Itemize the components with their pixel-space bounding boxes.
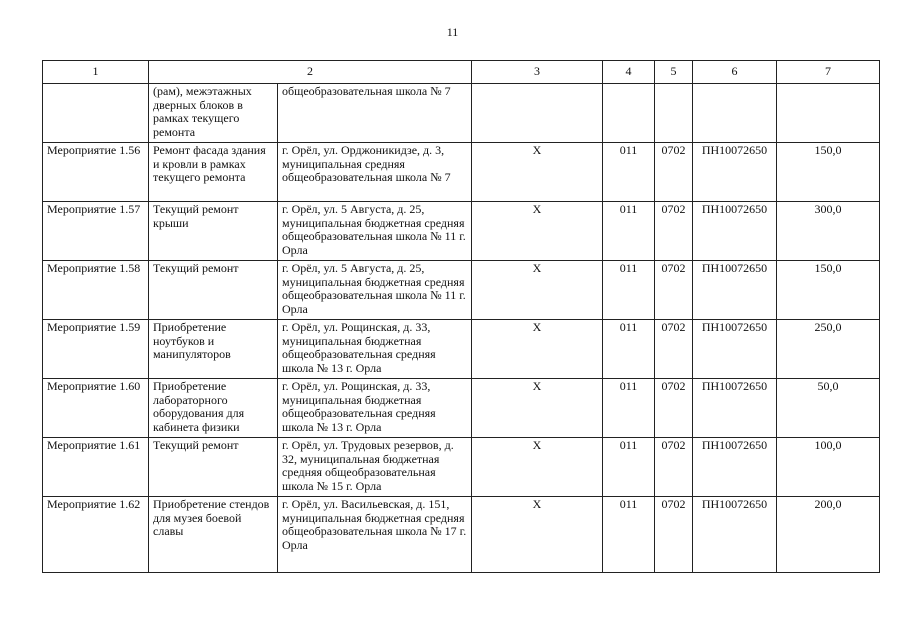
col-5-cell: 0702 <box>655 379 693 438</box>
amount-cell: 150,0 <box>777 143 880 202</box>
table-row <box>43 202 880 261</box>
col-4-cell: 011 <box>603 202 655 261</box>
table-row <box>43 438 880 497</box>
event-location-cell: г. Орёл, ул. Васильевская, д. 151, муниципальная бюджетная средняя общеобразовательная школа № 17 г. Орла <box>278 497 472 573</box>
col-3-cell: Х <box>472 261 603 320</box>
amount-cell: 100,0 <box>777 438 880 497</box>
table-row <box>43 143 880 202</box>
col-6-cell: ПН10072650 <box>693 202 777 261</box>
col-3-cell <box>472 84 603 143</box>
col-4-cell: 011 <box>603 261 655 320</box>
page-number: 11 <box>446 25 459 39</box>
event-description-cell: (рам), межэтажных дверных блоков в рамках текущего ремонта <box>149 84 278 143</box>
event-description-cell: Текущий ремонт <box>149 438 278 497</box>
amount-cell: 150,0 <box>777 261 880 320</box>
col-6-cell: ПН10072650 <box>693 143 777 202</box>
col-5-cell: 0702 <box>655 497 693 573</box>
event-description-cell: Текущий ремонт крыши <box>149 202 278 261</box>
col-4-cell: 011 <box>603 320 655 379</box>
event-location-cell: г. Орёл, ул. Рощинская, д. 33, муниципальная бюджетная общеобразовательная средняя школа № 13 г. Орла <box>278 379 472 438</box>
budget-table <box>42 60 880 573</box>
event-location-cell: г. Орёл, ул. Орджоникидзе, д. 3, муниципальная средняя общеобразовательная школа № 7 <box>278 143 472 202</box>
col-4-cell <box>603 84 655 143</box>
table-header-row <box>43 61 880 84</box>
col-6-cell: ПН10072650 <box>693 438 777 497</box>
event-id-cell: Мероприятие 1.56 <box>43 143 149 202</box>
event-id-cell: Мероприятие 1.58 <box>43 261 149 320</box>
amount-cell <box>777 84 880 143</box>
event-id-cell <box>43 84 149 143</box>
col-5-cell: 0702 <box>655 143 693 202</box>
event-location-cell: г. Орёл, ул. Трудовых резервов, д. 32, муниципальная бюджетная средняя общеобразовательная школа № 15 г. Орла <box>278 438 472 497</box>
header-col-7: 7 <box>777 61 880 84</box>
col-4-cell: 011 <box>603 438 655 497</box>
col-4-cell: 011 <box>603 143 655 202</box>
event-description-cell: Приобретение лабораторного оборудования для кабинета физики <box>149 379 278 438</box>
amount-cell: 300,0 <box>777 202 880 261</box>
event-location-cell: общеобразовательная школа № 7 <box>278 84 472 143</box>
table-row <box>43 379 880 438</box>
event-description-cell: Ремонт фасада здания и кровли в рамках текущего ремонта <box>149 143 278 202</box>
event-location-cell: г. Орёл, ул. 5 Августа, д. 25, муниципальная бюджетная средняя общеобразовательная школа № 11 г. Орла <box>278 202 472 261</box>
col-6-cell: ПН10072650 <box>693 379 777 438</box>
table-row <box>43 261 880 320</box>
col-5-cell: 0702 <box>655 261 693 320</box>
event-location-cell: г. Орёл, ул. 5 Августа, д. 25, муниципальная бюджетная средняя общеобразовательная школа № 11 г. Орла <box>278 261 472 320</box>
table-row <box>43 497 880 573</box>
col-3-cell: Х <box>472 497 603 573</box>
table-row <box>43 84 880 143</box>
col-6-cell: ПН10072650 <box>693 320 777 379</box>
col-5-cell <box>655 84 693 143</box>
col-6-cell: ПН10072650 <box>693 261 777 320</box>
event-id-cell: Мероприятие 1.61 <box>43 438 149 497</box>
col-5-cell: 0702 <box>655 202 693 261</box>
event-location-cell: г. Орёл, ул. Рощинская, д. 33, муниципальная бюджетная общеобразовательная средняя школа № 13 г. Орла <box>278 320 472 379</box>
col-5-cell: 0702 <box>655 438 693 497</box>
col-4-cell: 011 <box>603 379 655 438</box>
col-3-cell: Х <box>472 202 603 261</box>
amount-cell: 200,0 <box>777 497 880 573</box>
event-description-cell: Текущий ремонт <box>149 261 278 320</box>
col-3-cell: Х <box>472 438 603 497</box>
header-col-6: 6 <box>693 61 777 84</box>
event-id-cell: Мероприятие 1.62 <box>43 497 149 573</box>
event-id-cell: Мероприятие 1.60 <box>43 379 149 438</box>
event-id-cell: Мероприятие 1.59 <box>43 320 149 379</box>
col-6-cell <box>693 84 777 143</box>
col-3-cell: Х <box>472 320 603 379</box>
col-3-cell: Х <box>472 379 603 438</box>
col-6-cell: ПН10072650 <box>693 497 777 573</box>
header-col-3: 3 <box>472 61 603 84</box>
col-5-cell: 0702 <box>655 320 693 379</box>
header-col-2: 2 <box>149 61 472 84</box>
event-id-cell: Мероприятие 1.57 <box>43 202 149 261</box>
table-row <box>43 320 880 379</box>
col-4-cell: 011 <box>603 497 655 573</box>
event-description-cell: Приобретение ноутбуков и манипуляторов <box>149 320 278 379</box>
event-description-cell: Приобретение стендов для музея боевой славы <box>149 497 278 573</box>
header-col-1: 1 <box>43 61 149 84</box>
amount-cell: 250,0 <box>777 320 880 379</box>
amount-cell: 50,0 <box>777 379 880 438</box>
header-col-4: 4 <box>603 61 655 84</box>
header-col-5: 5 <box>655 61 693 84</box>
col-3-cell: Х <box>472 143 603 202</box>
